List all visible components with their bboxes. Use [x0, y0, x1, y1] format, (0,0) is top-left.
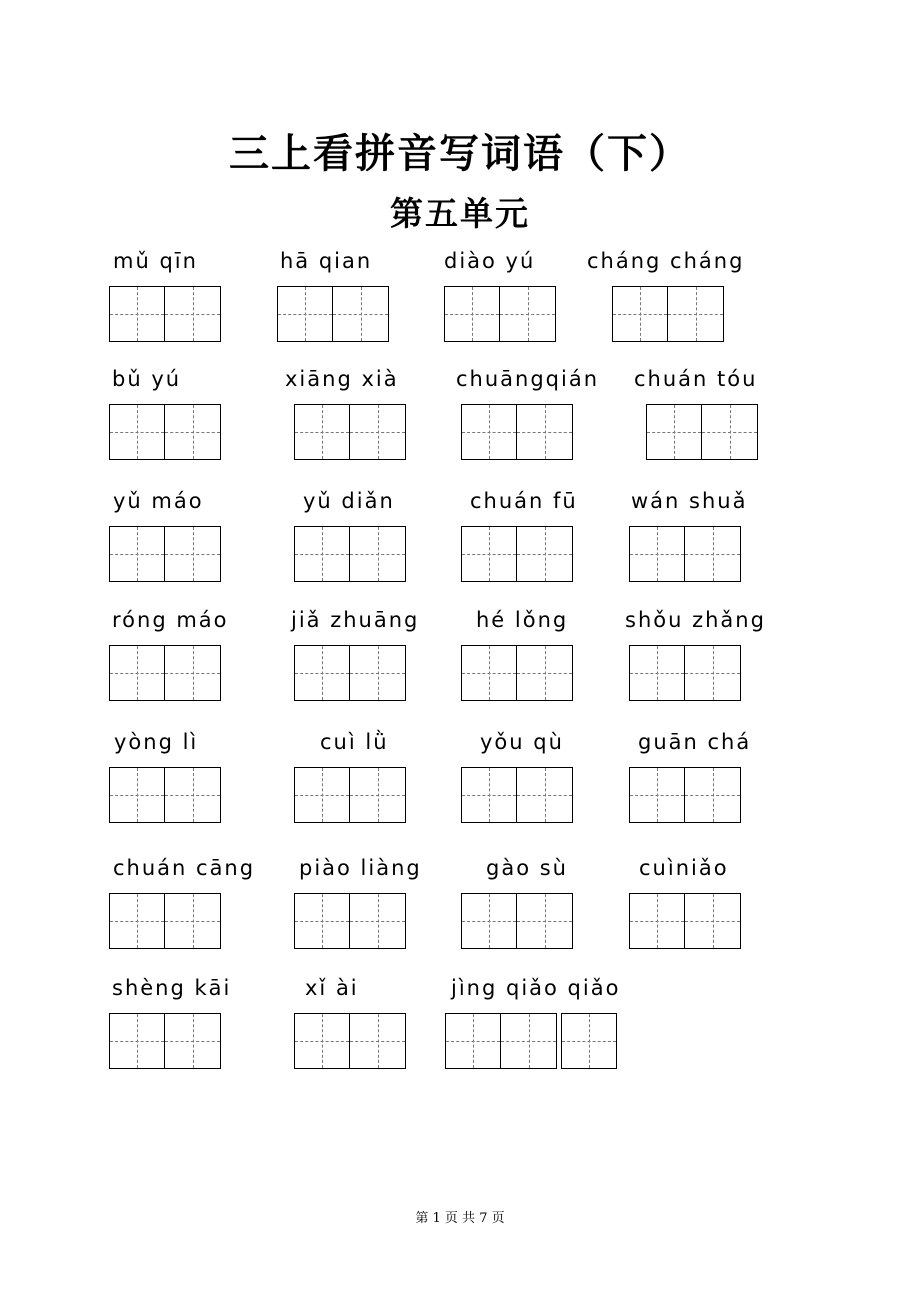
writing-boxes — [294, 893, 406, 949]
writing-boxes — [294, 526, 406, 582]
tianzige-box[interactable] — [629, 893, 685, 949]
tianzige-box[interactable] — [500, 286, 556, 342]
tianzige-box[interactable] — [501, 1013, 557, 1069]
writing-boxes — [629, 645, 741, 701]
writing-boxes — [646, 404, 758, 460]
pinyin-label: shǒu zhǎng — [625, 608, 766, 632]
writing-boxes — [109, 1013, 221, 1069]
pinyin-label: yòng lì — [114, 730, 199, 754]
tianzige-box[interactable] — [294, 767, 350, 823]
writing-boxes — [461, 526, 573, 582]
pinyin-label: mǔ qīn — [113, 249, 198, 273]
tianzige-box[interactable] — [109, 767, 165, 823]
tianzige-box[interactable] — [333, 286, 389, 342]
tianzige-box[interactable] — [350, 893, 406, 949]
pinyin-label: jìng qiǎo qiǎo — [451, 976, 621, 1000]
tianzige-box[interactable] — [461, 893, 517, 949]
exercise-row — [0, 975, 920, 1075]
tianzige-box[interactable] — [350, 645, 406, 701]
writing-boxes — [109, 645, 221, 701]
writing-boxes — [444, 286, 556, 342]
tianzige-box[interactable] — [109, 645, 165, 701]
tianzige-box[interactable] — [350, 767, 406, 823]
writing-boxes — [109, 526, 221, 582]
tianzige-box[interactable] — [350, 526, 406, 582]
pinyin-label: guān chá — [638, 730, 752, 754]
pinyin-label: gào sù — [486, 856, 568, 880]
tianzige-box[interactable] — [109, 286, 165, 342]
writing-boxes — [461, 404, 573, 460]
tianzige-box[interactable] — [702, 404, 758, 460]
tianzige-box[interactable] — [294, 645, 350, 701]
writing-boxes — [109, 404, 221, 460]
writing-boxes — [294, 645, 406, 701]
tianzige-box[interactable] — [294, 1013, 350, 1069]
writing-boxes — [461, 893, 573, 949]
tianzige-box[interactable] — [294, 526, 350, 582]
pinyin-label: cuì lǜ — [320, 730, 389, 754]
exercise-row — [0, 607, 920, 707]
pinyin-label: yǔ diǎn — [303, 489, 395, 513]
pinyin-label: diào yú — [444, 249, 536, 273]
pinyin-label: hé lǒng — [476, 608, 569, 632]
page-footer: 第 1 页 共 7 页 — [415, 1211, 505, 1226]
tianzige-box[interactable] — [646, 404, 702, 460]
tianzige-box[interactable] — [685, 767, 741, 823]
pinyin-label: wán shuǎ — [631, 489, 748, 513]
tianzige-box[interactable] — [350, 1013, 406, 1069]
pinyin-label: piào liàng — [299, 856, 422, 880]
pinyin-label: yǔ máo — [113, 489, 204, 513]
exercise-row — [0, 729, 920, 829]
pinyin-label: jiǎ zhuāng — [291, 608, 420, 632]
tianzige-box[interactable] — [517, 767, 573, 823]
pinyin-label: shèng kāi — [112, 976, 232, 1000]
pinyin-label: cuìniǎo — [639, 856, 729, 880]
pinyin-label: chuán tóu — [634, 367, 758, 391]
tianzige-box[interactable] — [277, 286, 333, 342]
pinyin-label: chuán fū — [470, 489, 578, 513]
writing-boxes — [629, 893, 741, 949]
tianzige-box[interactable] — [109, 893, 165, 949]
tianzige-box[interactable] — [109, 1013, 165, 1069]
page-title: 三上看拼音写词语（下） — [229, 130, 691, 177]
exercise-row — [0, 488, 920, 588]
tianzige-box[interactable] — [294, 893, 350, 949]
tianzige-box[interactable] — [445, 1013, 501, 1069]
tianzige-box[interactable] — [517, 645, 573, 701]
tianzige-box[interactable] — [612, 286, 668, 342]
tianzige-box[interactable] — [165, 645, 221, 701]
tianzige-box[interactable] — [561, 1013, 617, 1069]
tianzige-box[interactable] — [165, 1013, 221, 1069]
tianzige-box[interactable] — [685, 893, 741, 949]
pinyin-label: xǐ ài — [305, 976, 359, 1000]
unit-heading: 第五单元 — [390, 194, 530, 233]
tianzige-box[interactable] — [629, 526, 685, 582]
writing-boxes — [629, 526, 741, 582]
tianzige-box[interactable] — [294, 404, 350, 460]
tianzige-box[interactable] — [165, 286, 221, 342]
pinyin-label: xiāng xià — [285, 367, 399, 391]
tianzige-box[interactable] — [461, 526, 517, 582]
writing-boxes — [461, 767, 573, 823]
tianzige-box[interactable] — [350, 404, 406, 460]
exercise-row — [0, 248, 920, 348]
writing-boxes — [109, 286, 221, 342]
tianzige-box[interactable] — [461, 645, 517, 701]
writing-boxes — [612, 286, 724, 342]
tianzige-box[interactable] — [685, 645, 741, 701]
tianzige-box[interactable] — [461, 404, 517, 460]
tianzige-box[interactable] — [629, 645, 685, 701]
writing-boxes — [109, 767, 221, 823]
tianzige-box[interactable] — [461, 767, 517, 823]
writing-boxes — [294, 404, 406, 460]
tianzige-box[interactable] — [668, 286, 724, 342]
writing-boxes — [461, 645, 573, 701]
writing-boxes — [109, 893, 221, 949]
tianzige-box[interactable] — [517, 404, 573, 460]
tianzige-box[interactable] — [165, 526, 221, 582]
tianzige-box[interactable] — [517, 893, 573, 949]
writing-boxes — [445, 1013, 617, 1069]
tianzige-box[interactable] — [517, 526, 573, 582]
pinyin-label: hā qian — [280, 249, 373, 273]
tianzige-box[interactable] — [629, 767, 685, 823]
exercise-row — [0, 855, 920, 955]
tianzige-box[interactable] — [109, 526, 165, 582]
pinyin-label: yǒu qù — [480, 730, 564, 754]
tianzige-box[interactable] — [165, 404, 221, 460]
tianzige-box[interactable] — [685, 526, 741, 582]
tianzige-box[interactable] — [109, 404, 165, 460]
writing-boxes — [294, 767, 406, 823]
pinyin-label: chuāngqián — [456, 367, 600, 391]
pinyin-label: bǔ yú — [112, 367, 182, 391]
pinyin-label: cháng cháng — [587, 249, 745, 273]
tianzige-box[interactable] — [444, 286, 500, 342]
pinyin-label: chuán cāng — [113, 856, 256, 880]
writing-boxes — [629, 767, 741, 823]
writing-boxes — [277, 286, 389, 342]
writing-boxes — [294, 1013, 406, 1069]
tianzige-box[interactable] — [165, 893, 221, 949]
pinyin-label: róng máo — [112, 608, 229, 632]
tianzige-box[interactable] — [165, 767, 221, 823]
exercise-row — [0, 366, 920, 466]
